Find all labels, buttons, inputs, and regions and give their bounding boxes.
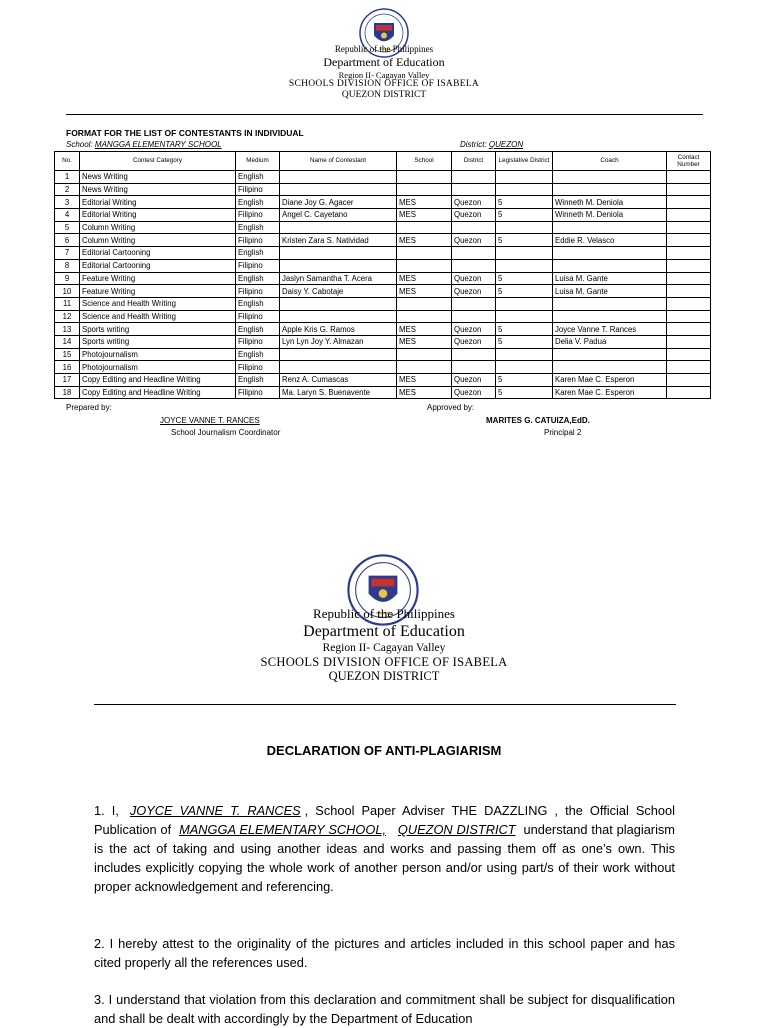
cell-category: Copy Editing and Headline Writing <box>80 374 236 387</box>
cell-medium: English <box>236 323 280 336</box>
cell-no: 1 <box>55 171 80 184</box>
cell-district <box>452 297 496 310</box>
cell-no: 6 <box>55 234 80 247</box>
p1-lead: 1. I, <box>94 803 119 818</box>
cell-coach: Luisa M. Gante <box>553 285 667 298</box>
cell-legislative <box>496 259 553 272</box>
cell-no: 16 <box>55 361 80 374</box>
region-line: Region II- Cagayan Valley <box>322 642 446 654</box>
cell-school <box>397 247 452 260</box>
cell-contact <box>667 209 711 222</box>
cell-legislative <box>496 361 553 374</box>
cell-contestant <box>280 221 397 234</box>
col-header-coach: Coach <box>553 152 667 171</box>
table-row <box>55 247 711 260</box>
cell-contestant: Kristen Zara S. Natividad <box>280 234 397 247</box>
cell-category: Editorial Cartooning <box>80 259 236 272</box>
cell-medium: English <box>236 171 280 184</box>
cell-contestant: Daisy Y. Cabotaje <box>280 285 397 298</box>
cell-no: 9 <box>55 272 80 285</box>
declaration-paragraph-3: 3. I understand that violation from this declaration and commitment shall be subject for disqualification and shall be dealt with accordingly by the Department of Education <box>94 992 675 1026</box>
approved-by-label: Approved by: <box>427 403 475 412</box>
cell-district <box>452 348 496 361</box>
cell-contact <box>667 196 711 209</box>
cell-school: MES <box>397 285 452 298</box>
cell-coach <box>553 221 667 234</box>
contestants-table <box>54 151 711 399</box>
cell-category: Column Writing <box>80 221 236 234</box>
cell-coach <box>553 361 667 374</box>
table-row <box>55 297 711 310</box>
cell-school <box>397 183 452 196</box>
cell-no: 15 <box>55 348 80 361</box>
cell-contestant: Apple Kris G. Ramos <box>280 323 397 336</box>
cell-contact <box>667 361 711 374</box>
cell-legislative: 5 <box>496 196 553 209</box>
cell-school <box>397 297 452 310</box>
division-line: SCHOOLS DIVISION OFFICE OF ISABELA <box>260 655 508 669</box>
cell-contact <box>667 285 711 298</box>
cell-contact <box>667 386 711 399</box>
cell-no: 14 <box>55 335 80 348</box>
cell-category: Photojournalism <box>80 348 236 361</box>
district-field <box>460 140 523 149</box>
table-body <box>55 171 711 399</box>
cell-category: Photojournalism <box>80 361 236 374</box>
cell-contact <box>667 348 711 361</box>
cell-legislative: 5 <box>496 386 553 399</box>
district-line: QUEZON DISTRICT <box>328 669 440 683</box>
table-row <box>55 310 711 323</box>
cell-no: 7 <box>55 247 80 260</box>
district-line: QUEZON DISTRICT <box>341 90 427 100</box>
cell-no: 11 <box>55 297 80 310</box>
prepared-by-title: School Journalism Coordinator <box>171 428 281 437</box>
cell-contestant <box>280 259 397 272</box>
cell-school: MES <box>397 272 452 285</box>
declaration-paragraph-2: 2. I hereby attest to the originality of the pictures and articles included in this school paper and has cited properly all the references used. <box>94 936 675 970</box>
cell-coach <box>553 310 667 323</box>
cell-contestant <box>280 171 397 184</box>
school-field <box>66 140 222 149</box>
cell-contact <box>667 310 711 323</box>
format-title: FORMAT FOR THE LIST OF CONTESTANTS IN INDIVIDUAL <box>66 128 304 138</box>
cell-category: Sports writing <box>80 323 236 336</box>
cell-category: News Writing <box>80 171 236 184</box>
cell-contestant: Lyn Lyn Joy Y. Almazan <box>280 335 397 348</box>
cell-medium: English <box>236 272 280 285</box>
cell-contact <box>667 259 711 272</box>
cell-contestant: Diane Joy G. Agacer <box>280 196 397 209</box>
school-value: MANGGA ELEMENTARY SCHOOL <box>94 140 222 149</box>
cell-contact <box>667 272 711 285</box>
table-row <box>55 221 711 234</box>
cell-contestant <box>280 297 397 310</box>
cell-no: 10 <box>55 285 80 298</box>
cell-district <box>452 361 496 374</box>
cell-coach: Karen Mae C. Esperon <box>553 374 667 387</box>
cell-medium: Filipino <box>236 310 280 323</box>
cell-contact <box>667 221 711 234</box>
cell-medium: Filipino <box>236 234 280 247</box>
table-row <box>55 335 711 348</box>
cell-category: Editorial Cartooning <box>80 247 236 260</box>
division-line: SCHOOLS DIVISION OFFICE OF ISABELA <box>288 79 480 89</box>
region-line: Region II- Cagayan Valley <box>338 70 430 80</box>
cell-legislative: 5 <box>496 374 553 387</box>
cell-coach: Winneth M. Deniola <box>553 209 667 222</box>
cell-legislative <box>496 297 553 310</box>
cell-school <box>397 310 452 323</box>
cell-no: 18 <box>55 386 80 399</box>
table-row <box>55 209 711 222</box>
cell-school <box>397 171 452 184</box>
table-row <box>55 361 711 374</box>
school-label: School: <box>66 140 93 149</box>
declaration-title: DECLARATION OF ANTI-PLAGIARISM <box>266 743 502 758</box>
cell-contestant <box>280 247 397 260</box>
cell-contestant <box>280 310 397 323</box>
cell-legislative: 5 <box>496 272 553 285</box>
table-row <box>55 374 711 387</box>
cell-contact <box>667 247 711 260</box>
cell-coach <box>553 297 667 310</box>
cell-category: Column Writing <box>80 234 236 247</box>
cell-category: Feature Writing <box>80 272 236 285</box>
cell-contestant <box>280 348 397 361</box>
cell-medium: Filipino <box>236 386 280 399</box>
cell-school <box>397 259 452 272</box>
cell-no: 17 <box>55 374 80 387</box>
cell-medium: Filipino <box>236 285 280 298</box>
prepared-by-name: JOYCE VANNE T. RANCES <box>160 416 260 425</box>
cell-medium: Filipino <box>236 361 280 374</box>
republic-line: Republic of the Philippines <box>313 606 455 621</box>
cell-contact <box>667 297 711 310</box>
table-row <box>55 272 711 285</box>
p1-mid: , School Paper Adviser THE DAZZLING , the Official School Publication of <box>94 803 675 837</box>
col-header-contestant: Name of Contestant <box>280 152 397 171</box>
cell-medium: Filipino <box>236 259 280 272</box>
cell-contestant: Jaslyn Samantha T. Acera <box>280 272 397 285</box>
cell-category: Science and Health Writing <box>80 297 236 310</box>
cell-contact <box>667 234 711 247</box>
cell-no: 8 <box>55 259 80 272</box>
cell-contact <box>667 183 711 196</box>
col-header-medium: Medium <box>236 152 280 171</box>
table-row <box>55 171 711 184</box>
cell-contact <box>667 335 711 348</box>
cell-district: Quezon <box>452 234 496 247</box>
col-header-no: No. <box>55 152 80 171</box>
cell-district <box>452 183 496 196</box>
cell-legislative: 5 <box>496 335 553 348</box>
cell-district <box>452 171 496 184</box>
cell-legislative: 5 <box>496 323 553 336</box>
cell-medium: English <box>236 247 280 260</box>
cell-legislative: 5 <box>496 285 553 298</box>
cell-school: MES <box>397 335 452 348</box>
cell-legislative: 5 <box>496 209 553 222</box>
school-name: MANGGA ELEMENTARY SCHOOL, <box>179 822 386 837</box>
cell-legislative: 5 <box>496 234 553 247</box>
table-row <box>55 234 711 247</box>
cell-school: MES <box>397 234 452 247</box>
cell-medium: English <box>236 297 280 310</box>
approved-by-title: Principal 2 <box>544 428 582 437</box>
cell-contestant <box>280 183 397 196</box>
cell-district <box>452 221 496 234</box>
cell-coach: Karen Mae C. Esperon <box>553 386 667 399</box>
cell-contestant: Angel C. Cayetano <box>280 209 397 222</box>
cell-district: Quezon <box>452 386 496 399</box>
cell-district: Quezon <box>452 272 496 285</box>
cell-legislative <box>496 221 553 234</box>
cell-coach <box>553 247 667 260</box>
cell-medium: English <box>236 348 280 361</box>
cell-contestant <box>280 361 397 374</box>
cell-medium: Filipino <box>236 183 280 196</box>
cell-coach <box>553 171 667 184</box>
col-header-legislative: Legislative District <box>496 152 553 171</box>
p1-rest: understand that plagiarism is the act of taking and using another ideas and works and passing them off as one’s own. This includes explicitly copying the whole work of another person and/or using part/s of their work without proper acknowledgement and referencing. <box>94 822 675 894</box>
cell-coach <box>553 183 667 196</box>
prepared-by-label: Prepared by: <box>66 403 112 412</box>
cell-category: Copy Editing and Headline Writing <box>80 386 236 399</box>
declaration-paragraph-1 <box>94 801 675 896</box>
cell-legislative <box>496 348 553 361</box>
cell-school: MES <box>397 323 452 336</box>
cell-contestant: Ma. Laryn S. Buenavente <box>280 386 397 399</box>
department-line: Department of Education <box>303 623 465 640</box>
table-row <box>55 183 711 196</box>
col-header-category: Contest Category <box>80 152 236 171</box>
cell-coach <box>553 259 667 272</box>
cell-district: Quezon <box>452 374 496 387</box>
cell-no: 3 <box>55 196 80 209</box>
table-row <box>55 386 711 399</box>
cell-category: Editorial Writing <box>80 196 236 209</box>
district-name: QUEZON DISTRICT <box>397 822 516 837</box>
cell-medium: English <box>236 374 280 387</box>
header-divider <box>66 114 703 115</box>
cell-district <box>452 259 496 272</box>
cell-coach: Luisa M. Gante <box>553 272 667 285</box>
cell-legislative <box>496 310 553 323</box>
header-divider <box>94 704 676 705</box>
cell-category: Science and Health Writing <box>80 310 236 323</box>
table-row <box>55 323 711 336</box>
cell-school: MES <box>397 374 452 387</box>
col-header-school: School <box>397 152 452 171</box>
cell-district: Quezon <box>452 209 496 222</box>
cell-contact <box>667 323 711 336</box>
district-label: District: <box>460 140 487 149</box>
cell-medium: English <box>236 221 280 234</box>
cell-medium: Filipino <box>236 209 280 222</box>
cell-school: MES <box>397 196 452 209</box>
cell-no: 13 <box>55 323 80 336</box>
cell-category: Feature Writing <box>80 285 236 298</box>
table-header-row <box>55 152 711 171</box>
cell-school <box>397 221 452 234</box>
cell-legislative <box>496 171 553 184</box>
cell-school: MES <box>397 386 452 399</box>
table-row <box>55 285 711 298</box>
cell-school <box>397 361 452 374</box>
cell-coach <box>553 348 667 361</box>
cell-school: MES <box>397 209 452 222</box>
cell-coach: Joyce Vanne T. Rances <box>553 323 667 336</box>
table-row <box>55 259 711 272</box>
cell-coach: Winneth M. Deniola <box>553 196 667 209</box>
approved-by-name: MARITES G. CATUIZA,EdD. <box>486 416 590 425</box>
cell-coach: Eddie R. Velasco <box>553 234 667 247</box>
cell-district <box>452 310 496 323</box>
cell-legislative <box>496 247 553 260</box>
adviser-name: JOYCE VANNE T. RANCES <box>129 803 301 818</box>
cell-district: Quezon <box>452 196 496 209</box>
cell-medium: English <box>236 196 280 209</box>
cell-category: News Writing <box>80 183 236 196</box>
cell-school <box>397 348 452 361</box>
district-value: QUEZON <box>488 140 524 149</box>
cell-contact <box>667 171 711 184</box>
cell-legislative <box>496 183 553 196</box>
republic-line: Republic of the Philippines <box>334 44 434 54</box>
col-header-contact: Contact Number <box>667 152 711 171</box>
cell-no: 2 <box>55 183 80 196</box>
cell-district: Quezon <box>452 285 496 298</box>
cell-no: 12 <box>55 310 80 323</box>
cell-medium: Filipino <box>236 335 280 348</box>
cell-district: Quezon <box>452 335 496 348</box>
cell-category: Editorial Writing <box>80 209 236 222</box>
table-row <box>55 348 711 361</box>
cell-category: Sports writing <box>80 335 236 348</box>
department-line: Department of Education <box>323 55 445 69</box>
cell-district: Quezon <box>452 323 496 336</box>
cell-contact <box>667 374 711 387</box>
cell-coach: Delia V. Padua <box>553 335 667 348</box>
col-header-district: District <box>452 152 496 171</box>
cell-district <box>452 247 496 260</box>
cell-no: 5 <box>55 221 80 234</box>
cell-no: 4 <box>55 209 80 222</box>
cell-contestant: Renz A. Cumascas <box>280 374 397 387</box>
table-row <box>55 196 711 209</box>
